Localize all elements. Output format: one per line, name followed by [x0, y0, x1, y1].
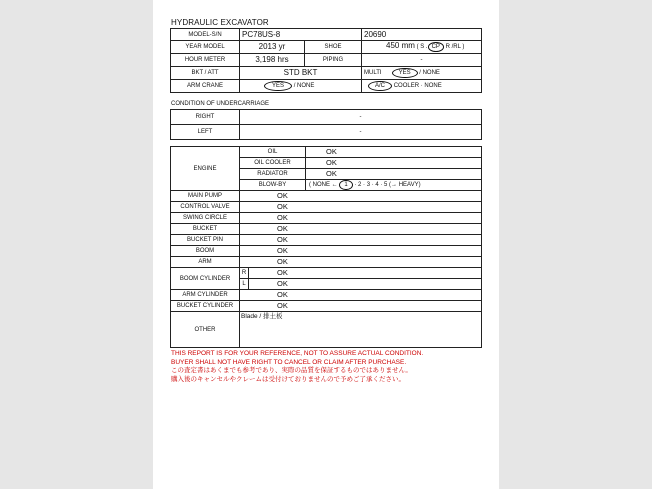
other-label: OTHER [171, 312, 240, 348]
engine-oil-cooler-label: OIL COOLER [240, 158, 306, 169]
boom-cylinder-l-value: OK [249, 279, 482, 290]
bucket-cylinder-label: BUCKET CYLINDER [171, 301, 240, 312]
arm-label: ARM [171, 257, 240, 268]
machine-info-table [170, 28, 482, 93]
engine-radiator-value: OK [306, 169, 482, 180]
disclaimer-line-1: THIS REPORT IS FOR YOUR REFERENCE, NOT TO ASSURE ACTUAL CONDITION. [171, 350, 424, 357]
blowby-selected-circled: 1 [339, 180, 352, 190]
left-value: - [240, 125, 482, 140]
arm-cylinder-label: ARM CYLINDER [171, 290, 240, 301]
boom-cylinder-l-label: L [240, 279, 249, 290]
ac-cell [362, 80, 482, 93]
engine-oil-value: OK [306, 147, 482, 158]
shoe-opt-s: ( S . [416, 44, 428, 50]
report-title: HYDRAULIC EXCAVATOR [171, 18, 269, 27]
piping-value: - [362, 54, 482, 67]
right-label: RIGHT [171, 110, 240, 125]
boom-cylinder-r-value: OK [249, 268, 482, 279]
bkt-value: STD BKT [240, 67, 362, 80]
multi-cell [362, 67, 482, 80]
arm-crane-label: ARM CRANE [171, 80, 240, 93]
serial-value: 20690 [362, 29, 482, 41]
control-valve-value: OK [240, 202, 482, 213]
blowby-label: BLOW-BY [240, 180, 306, 191]
right-value: - [240, 110, 482, 125]
model-label: MODEL-S/N [171, 29, 240, 41]
arm-crane-yes-circled: YES [264, 81, 292, 91]
shoe-opt-cp-circled: CP [428, 42, 444, 52]
boom-cylinder-r-label: R [240, 268, 249, 279]
parts-table [170, 146, 482, 348]
ac-circled: A/C [368, 81, 392, 91]
hour-label: HOUR METER [171, 54, 240, 67]
main-pump-value: OK [240, 191, 482, 202]
blowby-scale [306, 180, 482, 191]
swing-circle-label: SWING CIRCLE [171, 213, 240, 224]
piping-label: PIPING [305, 54, 362, 67]
arm-crane-cell [240, 80, 362, 93]
other-value: Blade / 排土板 [240, 312, 482, 348]
bucket-pin-label: BUCKET PIN [171, 235, 240, 246]
boom-value: OK [240, 246, 482, 257]
model-value: PC78US-8 [240, 29, 362, 41]
disclaimer-line-4: 購入後のキャンセルやクレームは受付けておりませんので予めご了承ください。 [171, 375, 405, 383]
undercarriage-table [170, 109, 482, 140]
arm-cylinder-value: OK [240, 290, 482, 301]
blowby-post: · 2 · 3 · 4 · 5 (→ HEAVY) [354, 182, 421, 188]
cooler-none: COOLER · NONE [393, 83, 442, 89]
multi-yes-circled: YES [392, 68, 418, 78]
control-valve-label: CONTROL VALVE [171, 202, 240, 213]
boom-label: BOOM [171, 246, 240, 257]
shoe-value: 450 mm [386, 41, 415, 50]
arm-crane-none: / NONE [293, 83, 315, 89]
shoe-opt-rest: R /RL ) [445, 44, 465, 50]
shoe-cell [362, 41, 482, 54]
multi-none: / NONE [419, 70, 440, 76]
bucket-cylinder-value: OK [240, 301, 482, 312]
swing-circle-value: OK [240, 213, 482, 224]
engine-oil-label: OIL [240, 147, 306, 158]
disclaimer-line-2: BUYER SHALL NOT HAVE RIGHT TO CANCEL OR CLAIM AFTER PURCHASE. [171, 358, 407, 366]
arm-value: OK [240, 257, 482, 268]
year-value: 2013 yr [240, 41, 305, 54]
bucket-label: BUCKET [171, 224, 240, 235]
shoe-label: SHOE [305, 41, 362, 54]
main-pump-label: MAIN PUMP [171, 191, 240, 202]
engine-oil-cooler-value: OK [306, 158, 482, 169]
multi-label: MULTI [364, 70, 382, 76]
year-label: YEAR MODEL [171, 41, 240, 54]
boom-cylinder-label: BOOM CYLINDER [171, 268, 240, 290]
engine-radiator-label: RADIATOR [240, 169, 306, 180]
undercarriage-heading: CONDITION OF UNDERCARRIAGE [171, 101, 270, 107]
bucket-pin-value: OK [240, 235, 482, 246]
blowby-pre: ( NONE ← [309, 182, 338, 188]
disclaimer-line-3: この査定書はあくまでも参考であり、実際の品質を保証するものではありません。 [171, 367, 412, 374]
bucket-value: OK [240, 224, 482, 235]
left-label: LEFT [171, 125, 240, 140]
hour-value: 3,198 hrs [240, 54, 305, 67]
engine-label: ENGINE [171, 147, 240, 191]
disclaimer [171, 350, 423, 384]
bkt-label: BKT / ATT [171, 67, 240, 80]
